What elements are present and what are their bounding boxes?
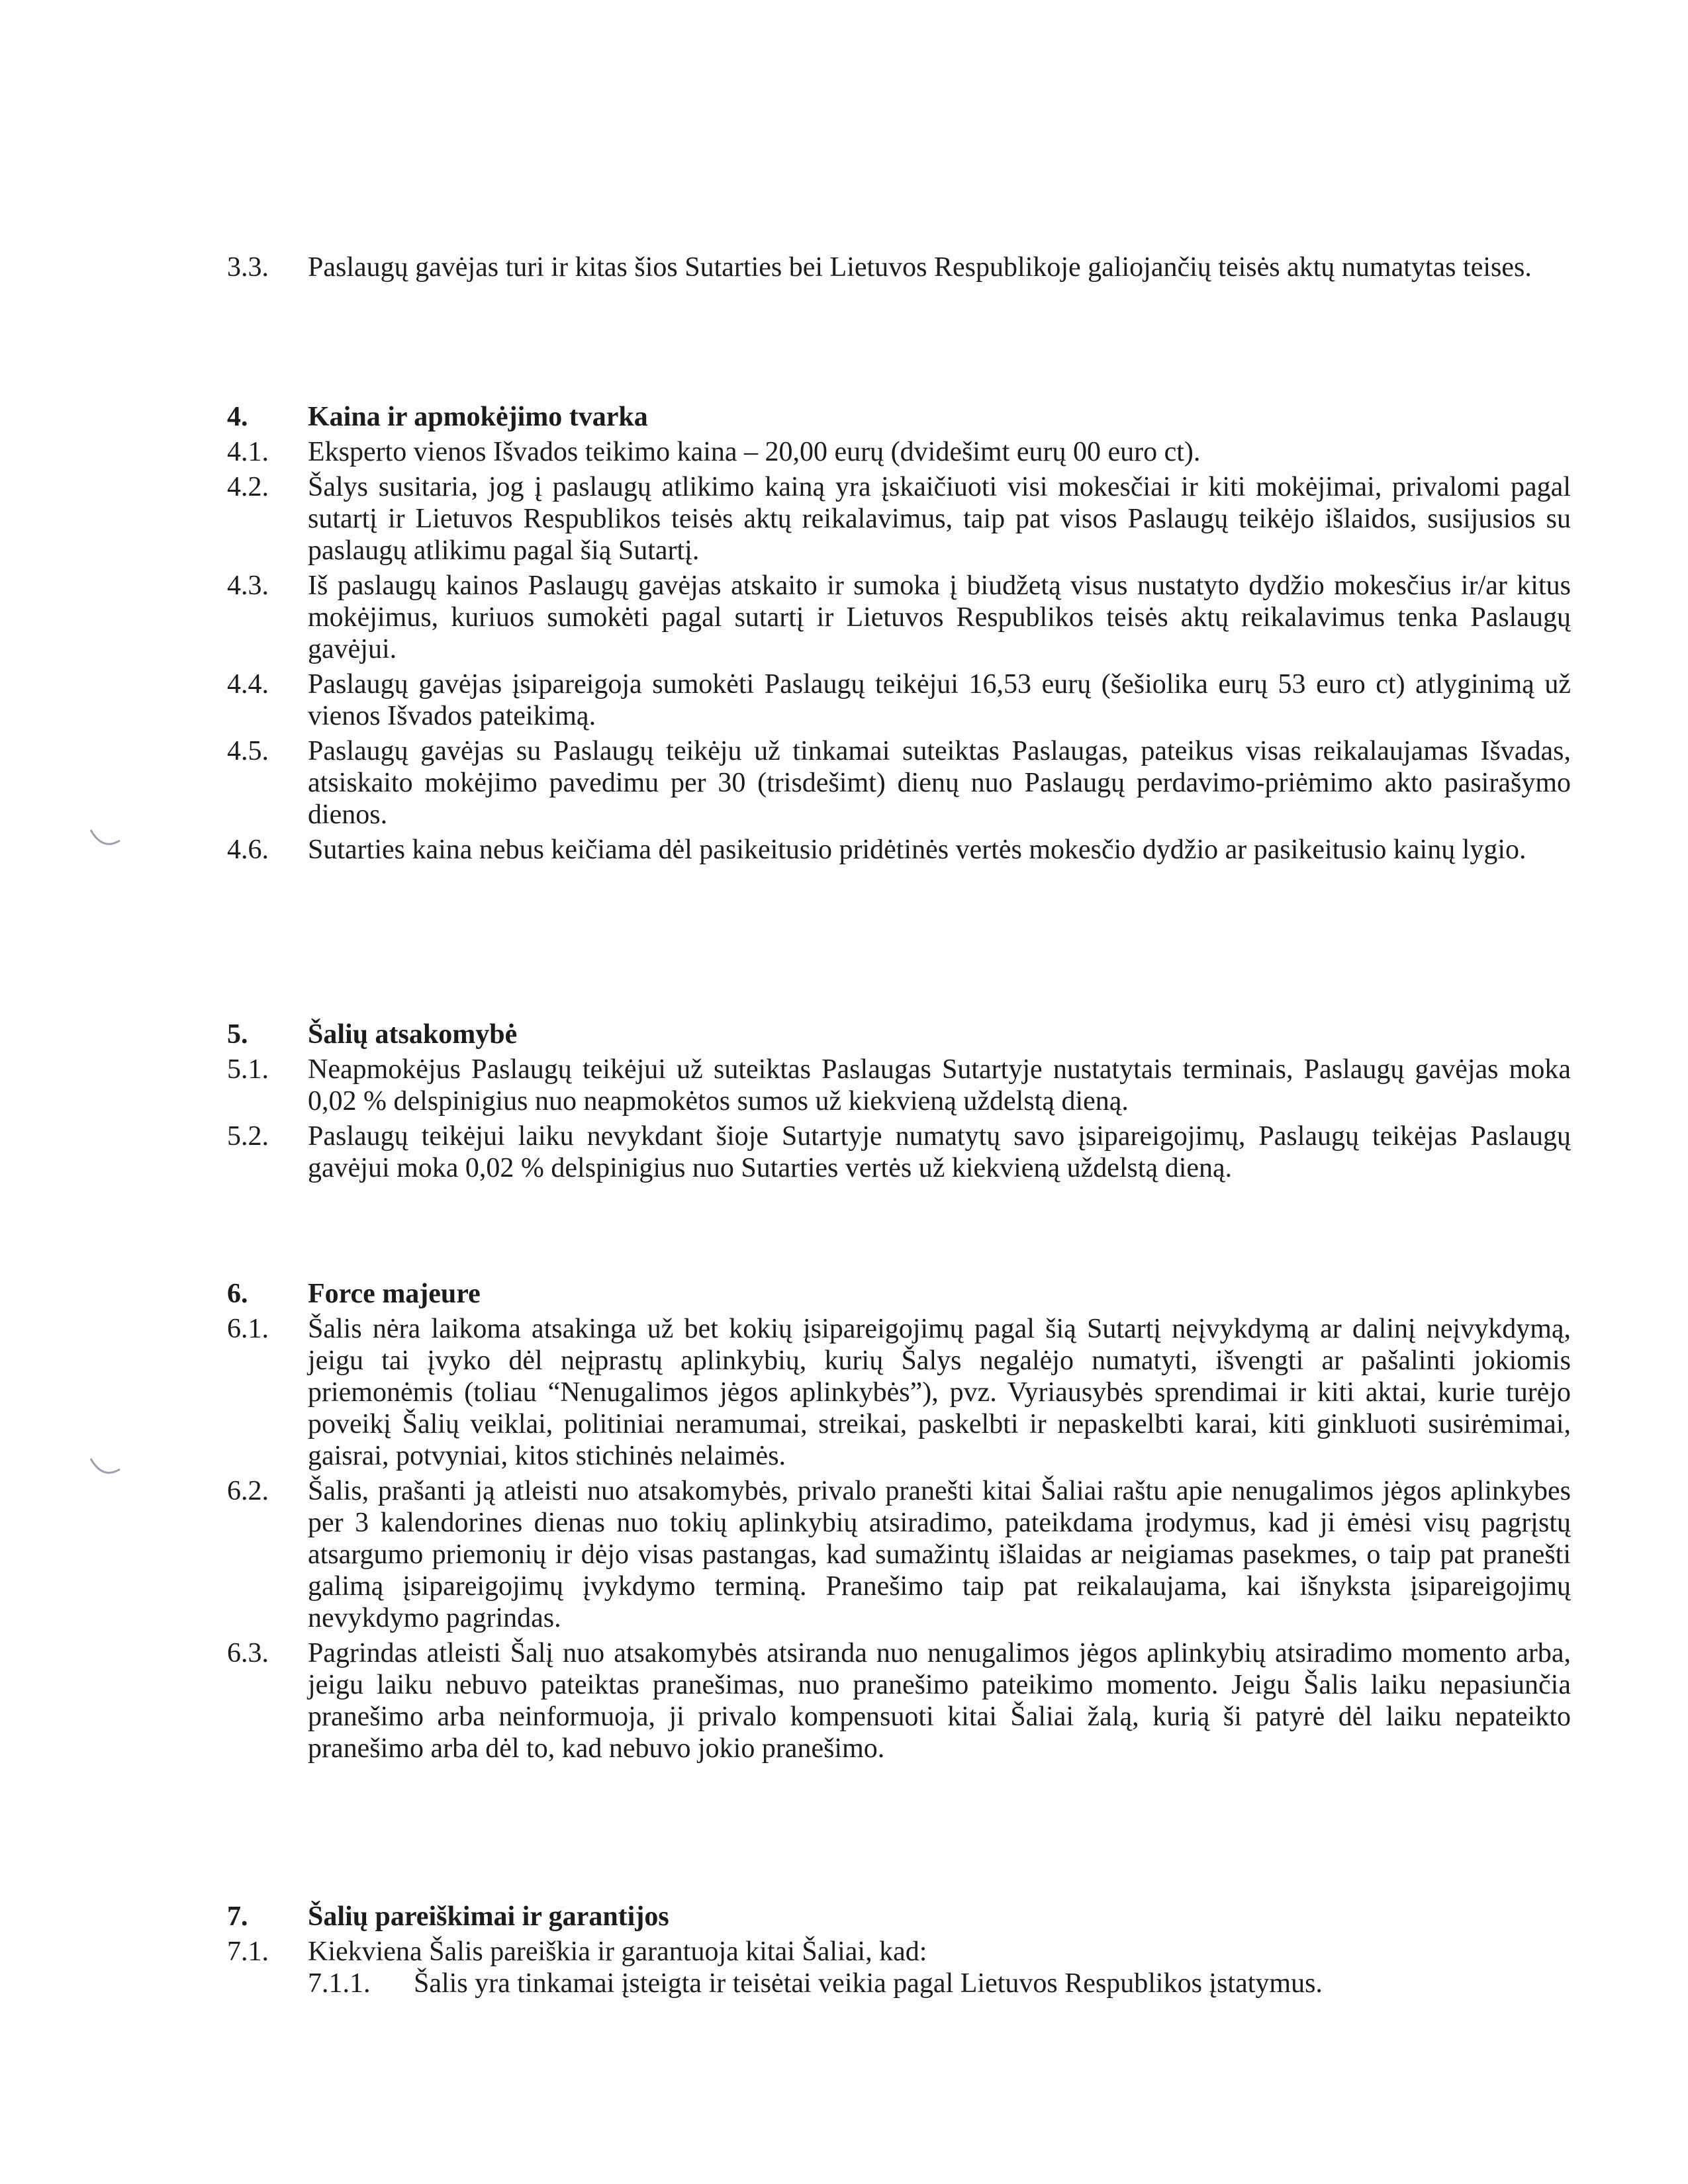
clause-number: 6.2. — [227, 1476, 269, 1506]
clause-text: Paslaugų gavėjas įsipareigoja sumokėti Paslaugų teikėjui 16,53 eurų (šešiolika eurų 53 euro ct) atlyginimą už vienos Išvados pateikimą. — [308, 669, 1571, 731]
clause-text: Paslaugų gavėjas su Paslaugų teikėju už tinkamai suteiktas Paslaugas, pateikus visas reikalaujamas Išvadas, atsiskaito mokėjimo pavedimu per 30 (trisdešimt) dienų nuo Paslaugų perdavimo-priėmimo akto pasirašymo dienos. — [308, 736, 1571, 830]
clause-5-2 — [227, 1120, 1571, 1184]
section-title: Kaina ir apmokėjimo tvarka — [308, 402, 648, 432]
section-number: 6. — [227, 1279, 248, 1309]
section-title: Šalių pareiškimai ir garantijos — [308, 1901, 669, 1932]
section-6 — [227, 1278, 1571, 1764]
clause-7-1-1 — [308, 1968, 1571, 1999]
clause-number: 4.5. — [227, 736, 269, 766]
clause-text: Paslaugų teikėjui laiku nevykdant šioje Sutartyje numatytų savo įsipareigojimų, Paslaugų teikėjas Paslaugų gavėjui moka 0,02 % delspinigius nuo Sutarties vertės už kiekvieną uždelstą dieną. — [308, 1121, 1571, 1183]
section-heading — [227, 1019, 1571, 1050]
section-number: 7. — [227, 1901, 248, 1932]
clause-text: Šalis, prašanti ją atleisti nuo atsakomybės, privalo pranešti kitai Šaliai raštu apie nenugalimos jėgos aplinkybes per 3 kalendorines dienas nuo tokių aplinkybių atsiradimo, pateikdama įrodymus, kad ji ėmėsi visų pagrįstų atsargumo priemonių ir dėjo visas pastangas, kad sumažintų išlaidas ar neigiamas pasekmes, o taip pat pranešti galimą įsipareigojimų įvykdymo terminą. Pranešimo taip pat reikalaujama, kai išnyksta įsipareigojimų nevykdymo pagrindas. — [308, 1476, 1571, 1633]
punch-hole-mark — [89, 1456, 122, 1482]
clause-4-2 — [227, 471, 1571, 567]
clause-4-5 — [227, 735, 1571, 831]
clause-5-1 — [227, 1054, 1571, 1117]
clause-number: 5.2. — [227, 1121, 269, 1152]
section-number: 5. — [227, 1019, 248, 1050]
clause-6-1 — [227, 1313, 1571, 1472]
section-4 — [227, 401, 1571, 866]
section-heading — [227, 1901, 1571, 1933]
clause-4-6 — [227, 834, 1571, 866]
clause-text: Šalys susitaria, jog į paslaugų atlikimo kainą yra įskaičiuoti visi mokesčiai ir kiti mokėjimai, privalomi pagal sutartį ir Lietuvos Respublikos teisės aktų reikalavimus, taip pat visos Paslaugų teikėjo išlaidos, susijusios su paslaugų atlikimu pagal šią Sutartį. — [308, 472, 1571, 566]
clause-6-2 — [227, 1475, 1571, 1634]
clause-text: Šalis yra tinkamai įsteigta ir teisėtai veikia pagal Lietuvos Respublikos įstatymus. — [414, 1968, 1323, 1999]
clause-text: Šalis nėra laikoma atsakinga už bet kokių įsipareigojimų pagal šią Sutartį neįvykdymą ar dalinį neįvykdymą, jeigu tai įvyko dėl neįprastų aplinkybių, kurių Šalys negalėjo numatyti, išvengti ar pašalinti jokiomis priemonėmis (toliau “Nenugalimos jėgos aplinkybės”), pvz. Vyriausybės sprendimai ir kiti aktai, kurie turėjo poveikį Šalių veiklai, politiniai neramumai, streikai, paskelbti ir nepaskelbti karai, kiti ginkluoti susirėmimai, gaisrai, potvyniai, kitos stichinės nelaimės. — [308, 1314, 1571, 1471]
section-title: Šalių atsakomybė — [308, 1019, 518, 1050]
clause-number: 4.4. — [227, 669, 269, 700]
section-title: Force majeure — [308, 1279, 481, 1309]
clause-number: 4.6. — [227, 835, 269, 865]
clause-number: 7.1. — [227, 1936, 269, 1967]
clause-text: Pagrindas atleisti Šalį nuo atsakomybės atsiranda nuo nenugalimos jėgos aplinkybių atsiradimo momento arba, jeigu laiku nebuvo pateiktas pranešimas, nuo pranešimo pateikimo momento. Jeigu Šalis laiku nepasiunčia pranešimo arba neinformuoja, ji privalo kompensuoti kitai Šaliai žalą, kurią ši patyrė dėl laiku nepateikto pranešimo arba dėl to, kad nebuvo jokio pranešimo. — [308, 1638, 1571, 1764]
clause-number: 6.3. — [227, 1638, 269, 1668]
clause-text: Paslaugų gavėjas turi ir kitas šios Sutarties bei Lietuvos Respublikoje galiojančių teisės aktų numatytas teises. — [308, 252, 1532, 283]
clause-text: Kiekviena Šalis pareiškia ir garantuoja kitai Šaliai, kad: — [308, 1936, 927, 1967]
clause-number: 3.3. — [227, 252, 269, 283]
punch-hole-mark — [89, 827, 122, 854]
clause-3-3 — [227, 251, 1571, 283]
section-5 — [227, 1019, 1571, 1184]
clause-number: 4.3. — [227, 570, 269, 601]
section-3-continuation — [227, 251, 1571, 283]
section-heading — [227, 401, 1571, 433]
clause-text: Neapmokėjus Paslaugų teikėjui už suteiktas Paslaugas Sutartyje nustatytais terminais, Paslaugų gavėjas moka 0,02 % delspinigius nuo neapmokėtos sumos už kiekvieną uždelstą dieną. — [308, 1054, 1571, 1116]
clause-7-1 — [227, 1936, 1571, 1968]
clause-6-3 — [227, 1637, 1571, 1764]
section-number: 4. — [227, 402, 248, 432]
clause-number: 6.1. — [227, 1314, 269, 1344]
clause-number: 5.1. — [227, 1054, 269, 1085]
clause-number: 4.1. — [227, 437, 269, 467]
clause-4-4 — [227, 668, 1571, 732]
clause-text: Iš paslaugų kainos Paslaugų gavėjas atskaito ir sumoka į biudžetą visus nustatyto dydžio mokesčius ir/ar kitus mokėjimus, kuriuos sumokėti pagal sutartį ir Lietuvos Respublikos teisės aktų reikalavimus tenka Paslaugų gavėjui. — [308, 570, 1571, 664]
section-7 — [227, 1901, 1571, 1999]
section-heading — [227, 1278, 1571, 1310]
clause-4-3 — [227, 570, 1571, 665]
clause-4-1 — [227, 436, 1571, 468]
clause-number: 4.2. — [227, 472, 269, 502]
clause-text: Eksperto vienos Išvados teikimo kaina – 20,00 eurų (dvidešimt eurų 00 euro ct). — [308, 437, 1201, 467]
clause-number: 7.1.1. — [308, 1968, 371, 1999]
clause-text: Sutarties kaina nebus keičiama dėl pasikeitusio pridėtinės vertės mokesčio dydžio ar pasikeitusio kainų lygio. — [308, 835, 1526, 865]
